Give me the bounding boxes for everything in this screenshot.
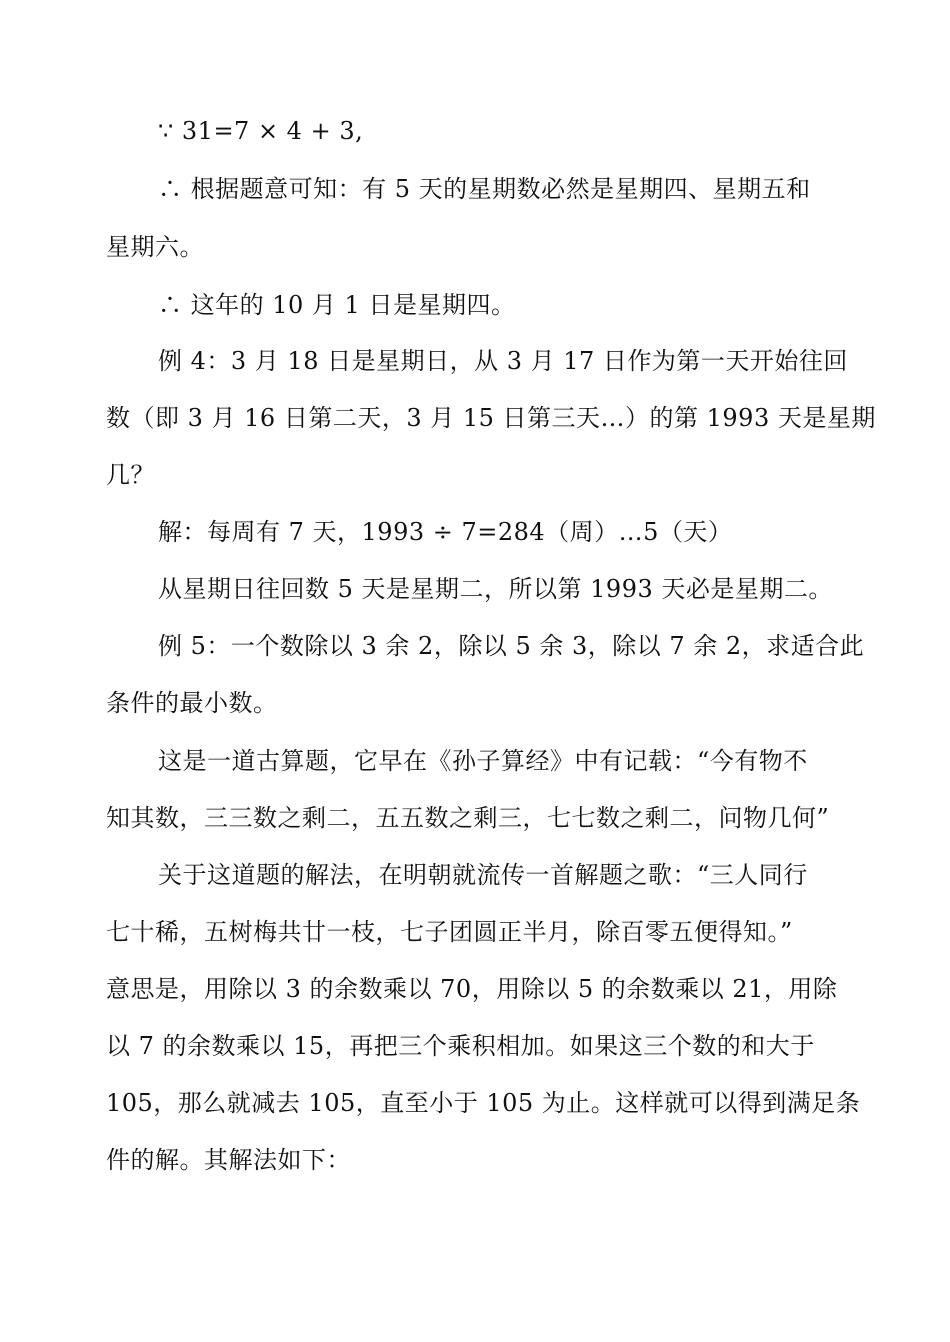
- line-19: 件的解。其解法如下：: [106, 1146, 351, 1174]
- line-8: 解：每周有 7 天，1993 ÷ 7=284（周）…5（天）: [158, 518, 733, 546]
- line-6: 数（即 3 月 16 日第二天，3 月 15 日第三天…）的第 1993 天是星期: [106, 404, 876, 432]
- line-11: 条件的最小数。: [106, 689, 278, 717]
- line-4: ∴ 这年的 10 月 1 日是星期四。: [158, 291, 516, 319]
- line-2: ∴ 根据题意可知：有 5 天的星期数必然是星期四、星期五和: [158, 175, 811, 203]
- line-3: 星期六。: [106, 233, 204, 261]
- line-9: 从星期日往回数 5 天是星期二，所以第 1993 天必是星期二。: [158, 575, 833, 603]
- line-15: 七十稀，五树梅共廿一枝，七子团圆正半月，除百零五便得知。”: [106, 918, 793, 946]
- line-14: 关于这道题的解法，在明朝就流传一首解题之歌：“三人同行: [158, 861, 808, 889]
- line-5: 例 4：3 月 18 日是星期日，从 3 月 17 日作为第一天开始往回: [158, 347, 848, 375]
- line-10: 例 5：一个数除以 3 余 2，除以 5 余 3，除以 7 余 2，求适合此: [158, 632, 865, 660]
- line-17: 以 7 的余数乘以 15，再把三个乘积相加。如果这三个数的和大于: [106, 1032, 815, 1060]
- line-13: 知其数，三三数之剩二，五五数之剩三，七七数之剩二，问物几何”: [106, 804, 830, 832]
- line-16: 意思是，用除以 3 的余数乘以 70，用除以 5 的余数乘以 21，用除: [106, 975, 838, 1003]
- line-7: 几？: [106, 461, 155, 489]
- line-1: ∵ 31=7 × 4 + 3,: [158, 117, 364, 145]
- line-18: 105，那么就减去 105，直至小于 105 为止。这样就可以得到满足条: [106, 1089, 861, 1117]
- line-12: 这是一道古算题，它早在《孙子算经》中有记载：“今有物不: [158, 747, 808, 775]
